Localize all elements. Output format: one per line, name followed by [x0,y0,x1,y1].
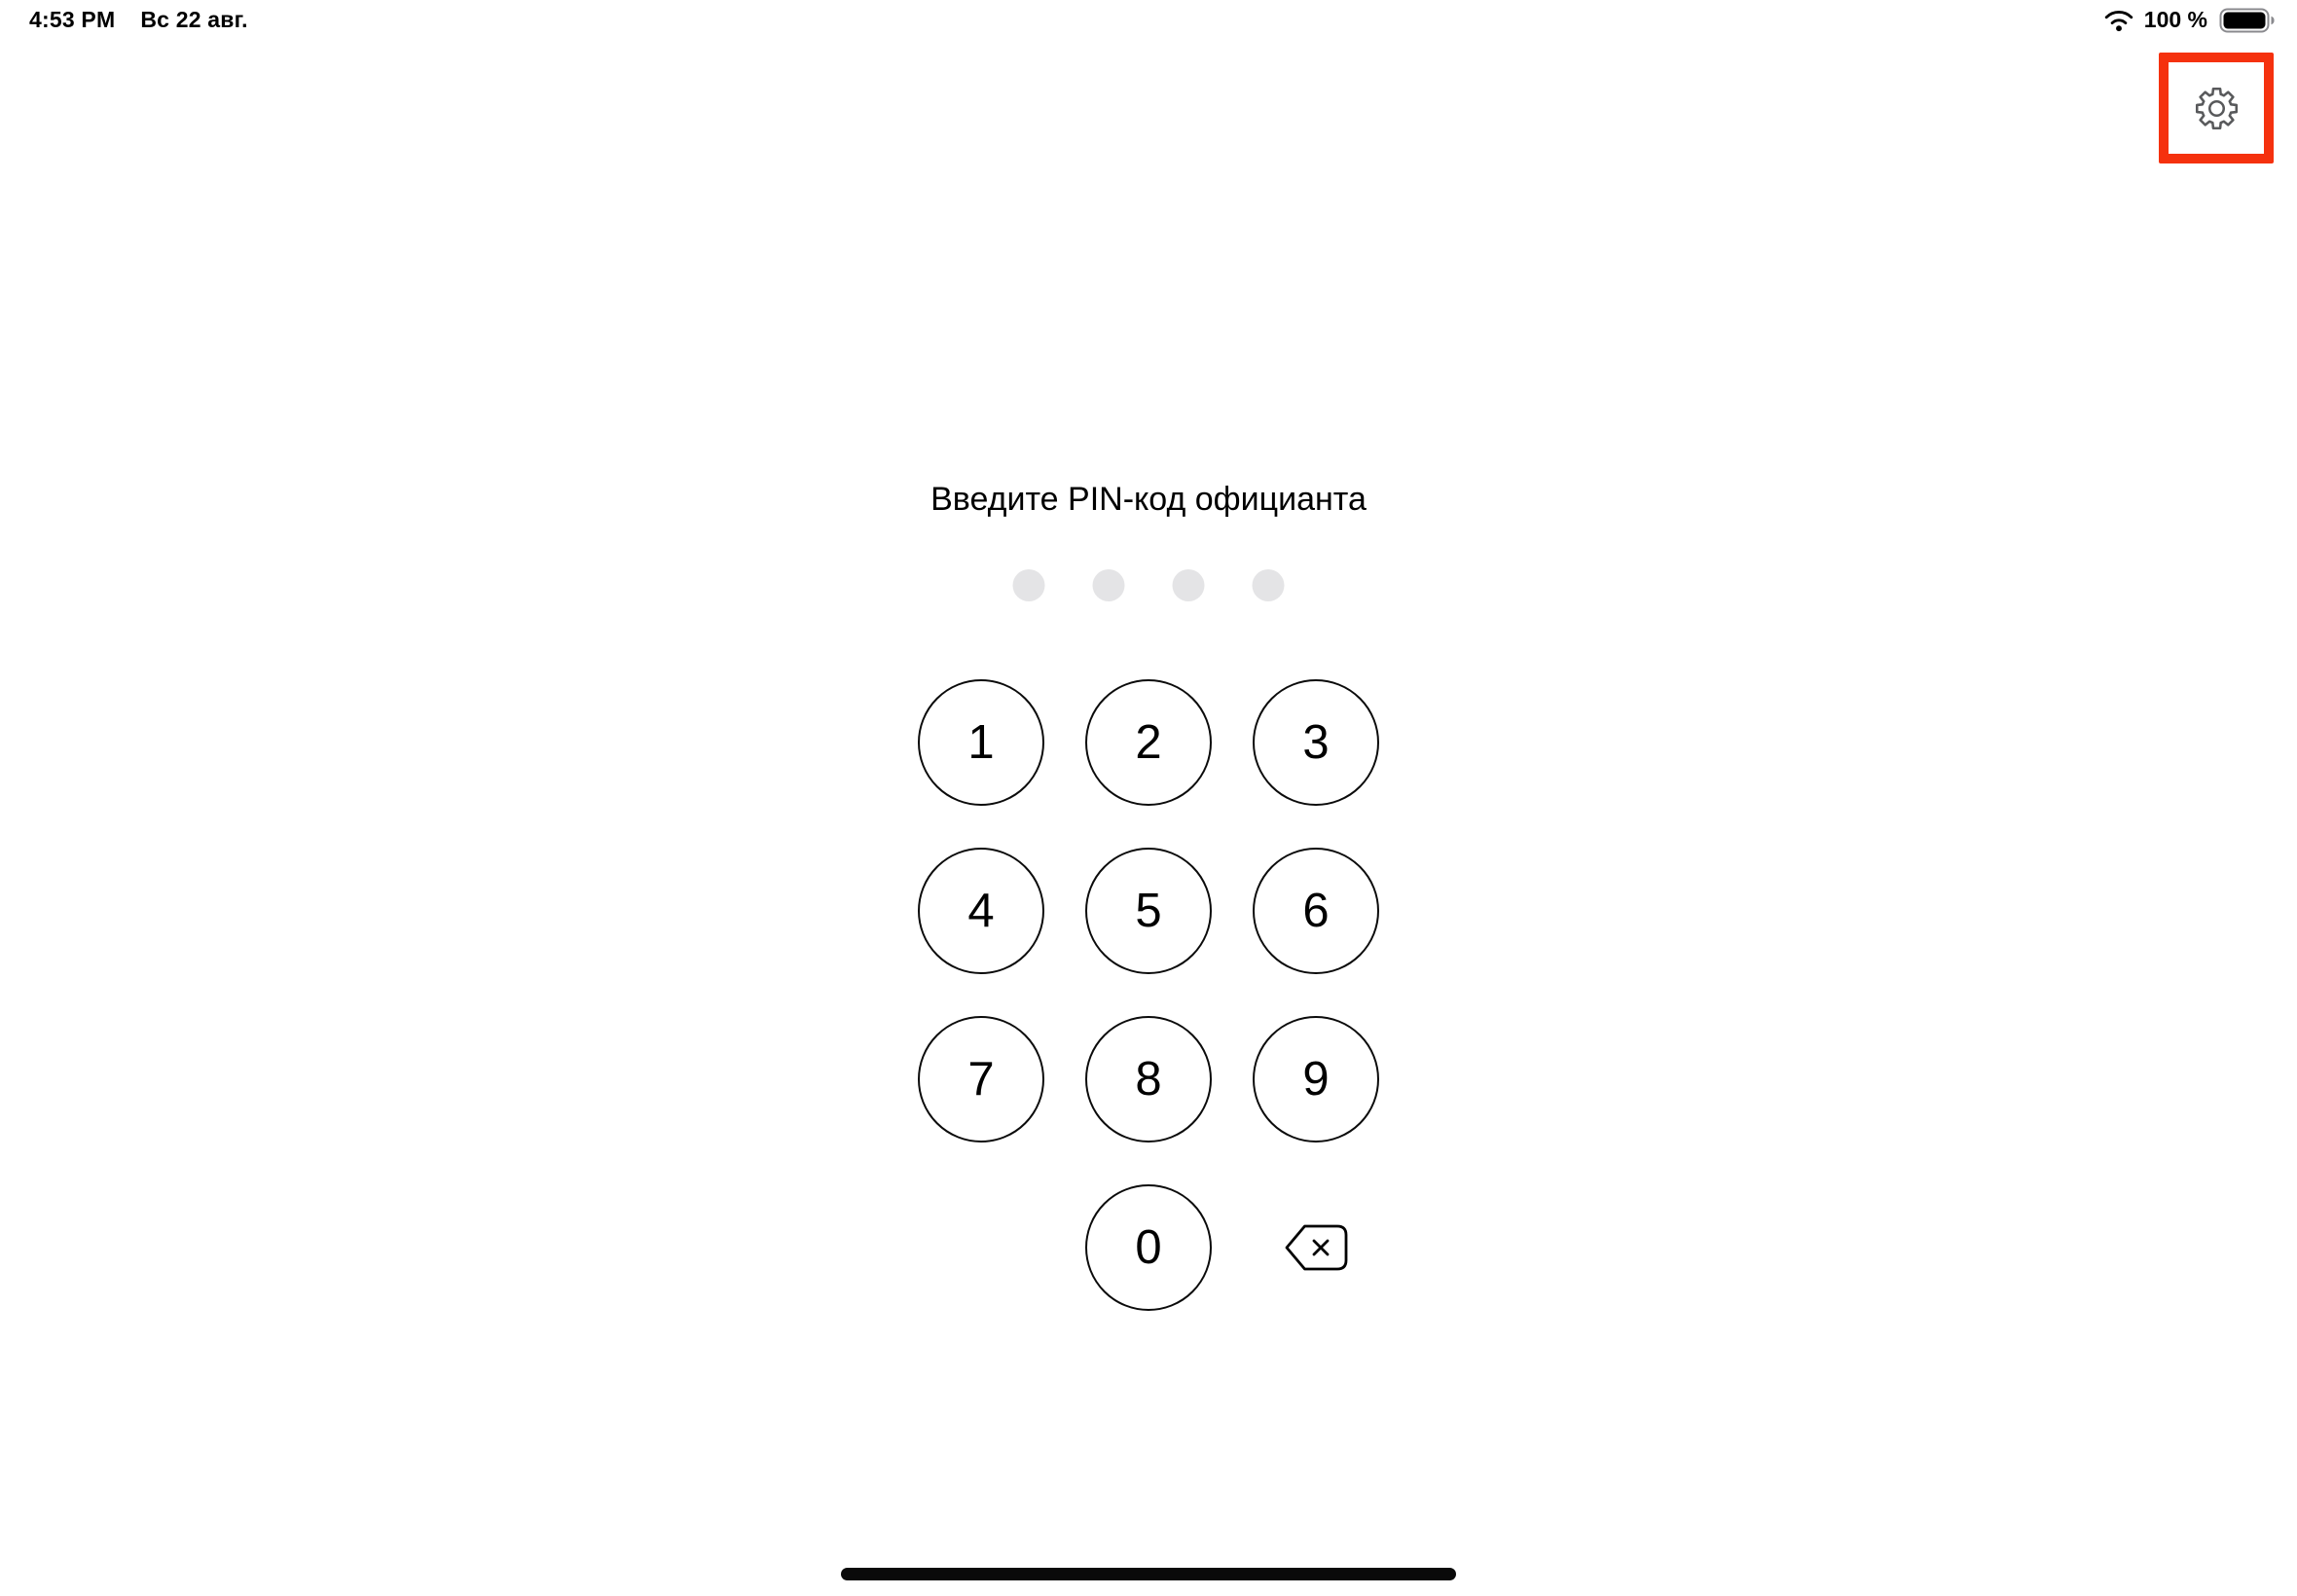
status-date: Вс 22 авг. [140,7,248,32]
status-time: 4:53 PM [29,7,116,32]
key-5[interactable]: 5 [1085,848,1212,974]
home-indicator[interactable] [841,1568,1456,1580]
pin-title: Введите PIN-код официанта [930,481,1367,518]
key-2[interactable]: 2 [1085,679,1212,806]
settings-button[interactable] [2190,82,2242,134]
battery-percent: 100 % [2143,7,2207,32]
status-bar [0,0,2297,43]
status-right [2103,7,2276,33]
key-3[interactable]: 3 [1253,679,1379,806]
pin-dot [1173,569,1205,601]
key-4[interactable]: 4 [918,848,1044,974]
pin-dot [1013,569,1045,601]
backspace-button[interactable] [1253,1184,1379,1311]
pin-dots [1013,569,1285,601]
pin-dot [1253,569,1285,601]
key-1[interactable]: 1 [918,679,1044,806]
key-6[interactable]: 6 [1253,848,1379,974]
battery-icon [2219,8,2276,33]
wifi-icon [2103,9,2134,32]
key-9[interactable]: 9 [1253,1016,1379,1143]
key-0[interactable]: 0 [1085,1184,1212,1311]
key-8[interactable]: 8 [1085,1016,1212,1143]
pin-dot [1093,569,1125,601]
key-7[interactable]: 7 [918,1016,1044,1143]
pin-keypad [918,679,1379,1311]
status-left [29,7,248,33]
gear-icon [2194,86,2240,131]
delete-left-icon [1281,1220,1351,1275]
